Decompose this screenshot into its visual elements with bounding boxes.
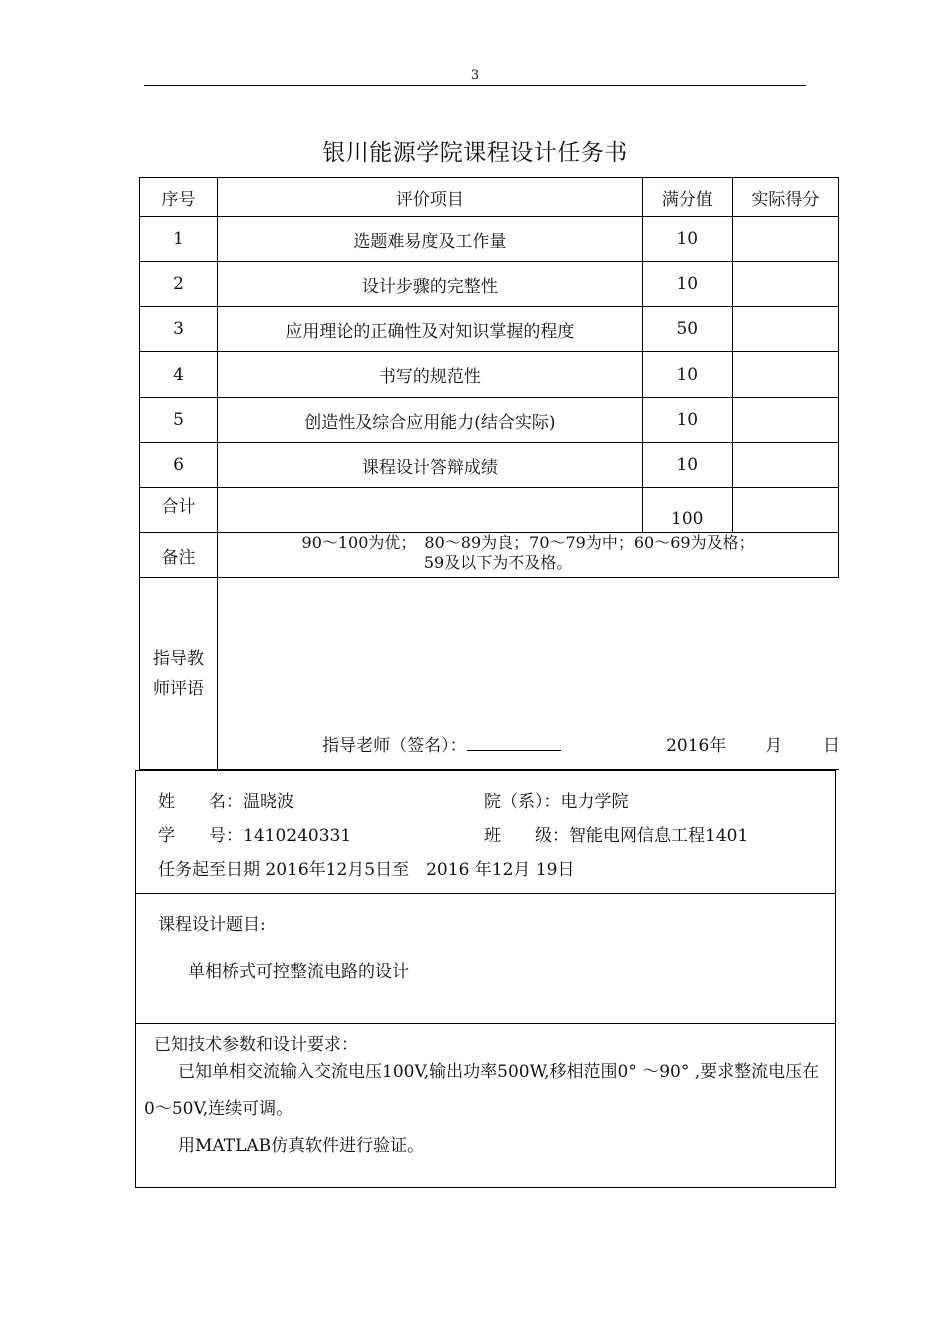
topic-value: 单相桥式可控整流电路的设计	[188, 962, 409, 982]
evaluation-table	[139, 177, 839, 770]
header-item: 评价项目	[218, 178, 643, 217]
table-row	[140, 262, 839, 307]
name-value: 温晓波	[243, 792, 294, 812]
row-full-score: 10	[642, 398, 732, 443]
header-full-score: 满分值	[642, 178, 732, 217]
name-field	[158, 787, 294, 812]
row-actual-score[interactable]	[732, 443, 838, 488]
row-item: 应用理论的正确性及对知识掌握的程度	[218, 307, 643, 352]
department-field	[484, 787, 629, 812]
row-full-score: 10	[642, 352, 732, 398]
total-item	[218, 488, 643, 533]
total-row	[140, 488, 839, 533]
student-id-label: 学 号：	[158, 826, 243, 846]
department-label: 院（系）：	[484, 792, 561, 812]
comment-label-line-2: 师评语	[153, 678, 205, 699]
table-row	[140, 443, 839, 488]
page-number: 3	[470, 68, 480, 83]
row-actual-score[interactable]	[732, 352, 838, 398]
row-full-score: 50	[642, 307, 732, 352]
requirements-paragraph-1: 已知单相交流输入交流电压100V,输出功率500W,移相范围0° ～90° ,要求整流电压在0～50V,连续可调。	[144, 1062, 820, 1119]
comment-row	[140, 578, 839, 770]
row-no: 3	[140, 307, 218, 352]
row-actual-score[interactable]	[732, 217, 838, 262]
signature-date	[666, 731, 840, 756]
requirements-label: 已知技术参数和设计要求：	[154, 1035, 358, 1055]
row-no: 4	[140, 352, 218, 398]
notes-content	[218, 533, 839, 578]
class-field	[484, 821, 748, 846]
period-field	[158, 855, 574, 880]
total-label: 合计	[140, 488, 218, 533]
signature-year: 2016年	[666, 736, 727, 756]
comment-label	[140, 578, 218, 770]
student-id-value: 1410240331	[243, 826, 352, 846]
row-no: 6	[140, 443, 218, 488]
topic-box	[135, 893, 836, 1024]
table-row	[140, 352, 839, 398]
row-full-score: 10	[642, 443, 732, 488]
row-item: 选题难易度及工作量	[218, 217, 643, 262]
comment-area[interactable]	[218, 578, 839, 770]
student-info-box	[135, 770, 836, 894]
row-no: 2	[140, 262, 218, 307]
row-item: 书写的规范性	[218, 352, 643, 398]
row-actual-score[interactable]	[732, 398, 838, 443]
row-no: 1	[140, 217, 218, 262]
total-actual-score[interactable]	[732, 488, 838, 533]
row-item: 创造性及综合应用能力(结合实际)	[218, 398, 643, 443]
signature-day: 日	[823, 736, 840, 756]
total-full-score: 100	[642, 488, 732, 533]
signature-line	[322, 731, 561, 756]
row-item: 设计步骤的完整性	[218, 262, 643, 307]
table-row	[140, 217, 839, 262]
name-label: 姓 名：	[158, 792, 243, 812]
table-header-row	[140, 178, 839, 217]
requirements-paragraph-2: 用MATLAB仿真软件进行验证。	[144, 1136, 425, 1156]
notes-label: 备注	[140, 533, 218, 578]
department-value: 电力学院	[560, 792, 629, 812]
row-item: 课程设计答辩成绩	[218, 443, 643, 488]
table-row	[140, 398, 839, 443]
row-actual-score[interactable]	[732, 262, 838, 307]
signature-label: 指导老师（签名）：	[322, 736, 467, 756]
class-label: 班 级：	[484, 826, 569, 846]
comment-label-line-1: 指导教	[153, 648, 205, 669]
notes-line-1: 90～100为优； 80～89为良；70～79为中；60～69为及格；	[301, 533, 755, 552]
row-no: 5	[140, 398, 218, 443]
period-label: 任务起至日期	[158, 860, 260, 880]
notes-row	[140, 533, 839, 578]
document-title: 银川能源学院课程设计任务书	[322, 140, 628, 166]
period-value: 2016年12月5日至 2016 年12月 19日	[265, 860, 575, 880]
notes-line-2: 59及以下为不及格。	[423, 553, 573, 572]
header-no: 序号	[140, 178, 218, 217]
student-id-field	[158, 821, 351, 846]
table-row	[140, 307, 839, 352]
header-actual-score: 实际得分	[732, 178, 838, 217]
signature-month: 月	[765, 736, 783, 756]
row-full-score: 10	[642, 217, 732, 262]
topic-label: 课程设计题目:	[158, 915, 266, 935]
requirements-box	[135, 1023, 836, 1188]
signature-blank[interactable]	[467, 735, 561, 751]
header-rule	[144, 85, 806, 86]
row-full-score: 10	[642, 262, 732, 307]
row-actual-score[interactable]	[732, 307, 838, 352]
class-value: 智能电网信息工程1401	[569, 826, 749, 846]
